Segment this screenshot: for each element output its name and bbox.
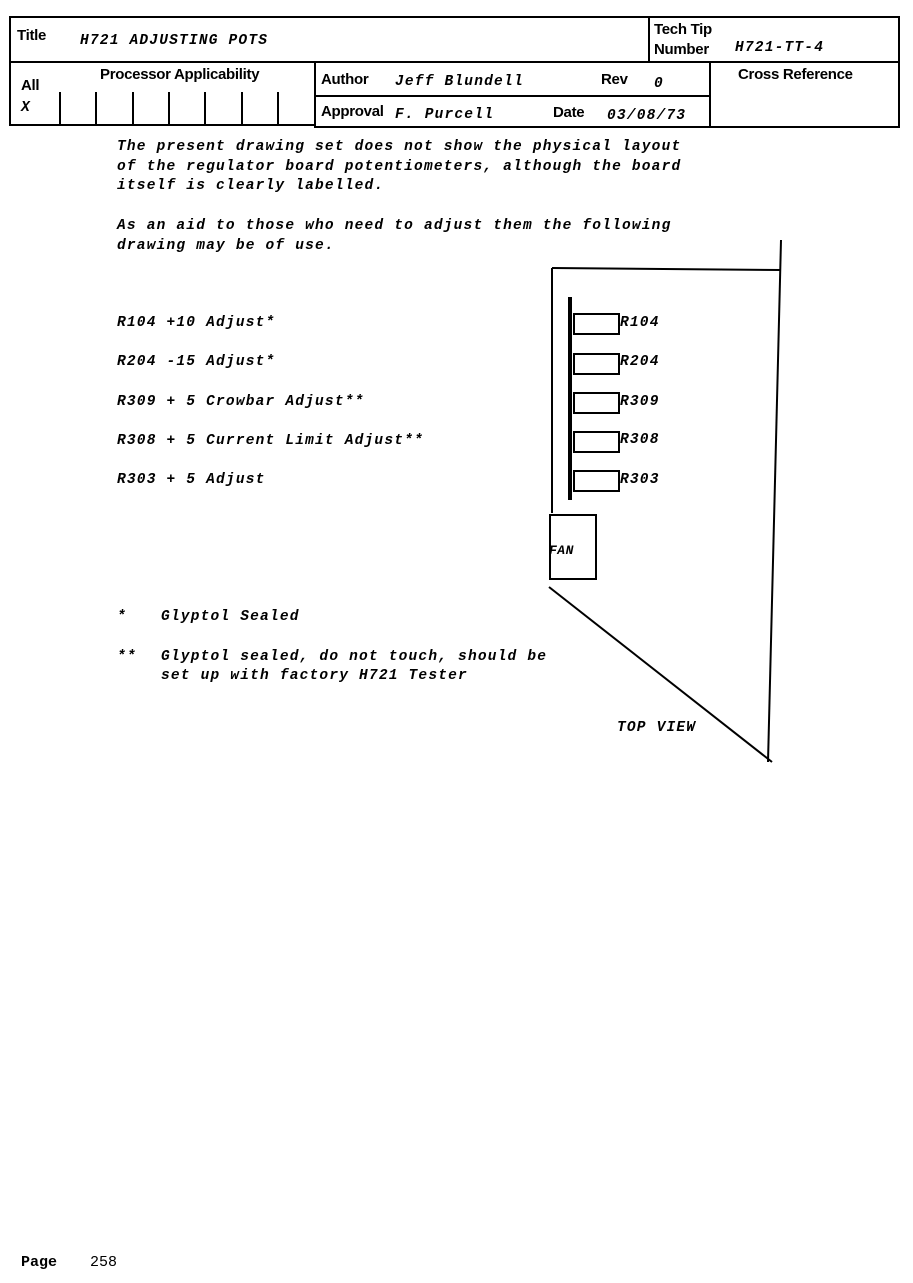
footnote-text: Glyptol sealed, do not touch, should be	[161, 649, 548, 665]
pot-r309	[573, 392, 620, 414]
pot-list-item: R204 -15 Adjust*	[117, 354, 276, 370]
author-label: Author	[321, 71, 369, 88]
footnote-text: Glyptol Sealed	[161, 609, 300, 625]
pot-r104	[573, 313, 620, 335]
pot-r308	[573, 431, 620, 453]
footnote-mark: *	[117, 609, 127, 625]
intro-line: The present drawing set does not show the physical layout	[117, 139, 682, 155]
pot-label: R303	[620, 472, 660, 488]
all-label: All	[21, 77, 40, 94]
footnote-text: set up with factory H721 Tester	[161, 668, 468, 684]
approval-value: F. Purcell	[395, 107, 495, 123]
aid-line: As an aid to those who need to adjust them the following	[117, 218, 672, 234]
techtip-number-label: Number	[654, 41, 709, 58]
pot-r303	[573, 470, 620, 492]
author-value: Jeff Blundell	[395, 74, 524, 90]
date-label: Date	[553, 104, 585, 121]
approval-label: Approval	[321, 103, 384, 120]
all-value: X	[21, 100, 31, 116]
intro-line: itself is clearly labelled.	[117, 178, 385, 194]
pot-list-item: R104 +10 Adjust*	[117, 315, 276, 331]
pot-list-item: R308 + 5 Current Limit Adjust**	[117, 433, 424, 449]
pot-label: R104	[620, 315, 660, 331]
pot-label: R204	[620, 354, 660, 370]
processor-applicability-label: Processor Applicability	[100, 66, 260, 83]
techtip-label: Tech Tip	[654, 21, 712, 38]
date-value: 03/08/73	[607, 108, 687, 124]
top-view-label: TOP VIEW	[617, 720, 697, 736]
cross-reference-label: Cross Reference	[738, 66, 853, 83]
aid-line: drawing may be of use.	[117, 238, 335, 254]
rev-value: 0	[654, 76, 664, 92]
pot-label: R309	[620, 394, 660, 410]
title-value: H721 ADJUSTING POTS	[80, 33, 269, 49]
rev-label: Rev	[601, 71, 628, 88]
pot-label: R308	[620, 432, 660, 448]
title-label: Title	[17, 27, 47, 44]
pot-list-item: R303 + 5 Adjust	[117, 472, 266, 488]
page-label: Page	[21, 1254, 58, 1271]
techtip-number-value: H721-TT-4	[735, 40, 825, 56]
page-number: 258	[90, 1254, 118, 1271]
pot-list-item: R309 + 5 Crowbar Adjust**	[117, 394, 365, 410]
footnote-mark: **	[117, 649, 137, 665]
intro-line: of the regulator board potentiometers, although the board	[117, 159, 682, 175]
fan-label: FAN	[549, 543, 574, 558]
pot-r204	[573, 353, 620, 375]
